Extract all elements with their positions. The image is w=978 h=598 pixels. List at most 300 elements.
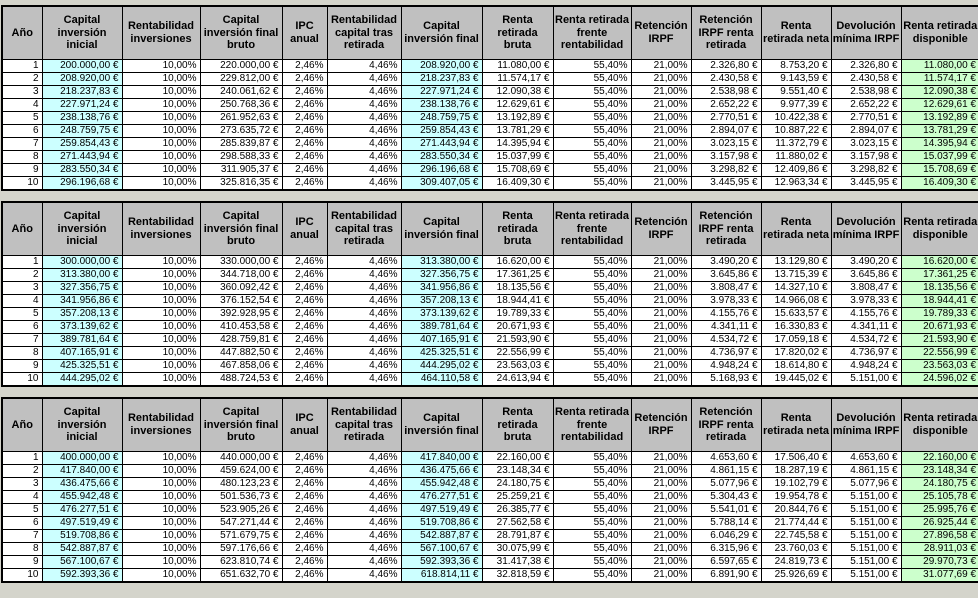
value-cell: 55,40%	[553, 256, 631, 269]
value-cell: 55,40%	[553, 452, 631, 465]
value-cell: 4,46%	[327, 360, 401, 373]
value-cell: 21,00%	[631, 543, 691, 556]
value-cell: 55,40%	[553, 86, 631, 99]
value-cell: 16.409,30 €	[482, 177, 553, 191]
value-cell: 5.151,00 €	[831, 556, 901, 569]
column-header: Renta retirada frente rentabilidad	[553, 6, 631, 60]
value-cell: 55,40%	[553, 99, 631, 112]
value-cell: 519.708,86 €	[42, 530, 122, 543]
value-cell: 9.143,59 €	[761, 73, 831, 86]
table-row	[2, 164, 978, 177]
value-cell: 344.718,00 €	[200, 269, 282, 282]
value-cell: 55,40%	[553, 112, 631, 125]
value-cell: 15.037,99 €	[482, 151, 553, 164]
header-row	[2, 6, 978, 60]
value-cell: 313.380,00 €	[42, 269, 122, 282]
value-cell: 55,40%	[553, 269, 631, 282]
value-cell: 21,00%	[631, 478, 691, 491]
value-cell: 2,46%	[282, 138, 327, 151]
value-cell: 10,00%	[122, 269, 200, 282]
value-cell: 23.148,34 €	[482, 465, 553, 478]
value-cell: 271.443,94 €	[42, 151, 122, 164]
value-cell: 592.393,36 €	[42, 569, 122, 583]
value-cell: 16.330,83 €	[761, 321, 831, 334]
value-cell: 24.819,73 €	[761, 556, 831, 569]
value-cell: 21,00%	[631, 256, 691, 269]
value-cell: 11.574,17 €	[482, 73, 553, 86]
year-cell: 1	[2, 60, 42, 73]
value-cell: 341.956,86 €	[401, 282, 482, 295]
value-cell: 436.475,66 €	[401, 465, 482, 478]
value-cell: 480.123,23 €	[200, 478, 282, 491]
value-cell: 4.736,97 €	[691, 347, 761, 360]
column-header: Rentabilidad inversiones	[122, 6, 200, 60]
value-cell: 13.781,29 €	[901, 125, 978, 138]
value-cell: 436.475,66 €	[42, 478, 122, 491]
value-cell: 10,00%	[122, 151, 200, 164]
value-cell: 3.157,98 €	[691, 151, 761, 164]
value-cell: 11.080,00 €	[482, 60, 553, 73]
value-cell: 10,00%	[122, 360, 200, 373]
column-header: Capital inversión inicial	[42, 398, 122, 452]
value-cell: 2,46%	[282, 86, 327, 99]
value-cell: 20.671,93 €	[901, 321, 978, 334]
table-row	[2, 282, 978, 295]
column-header: IPC anual	[282, 398, 327, 452]
year-cell: 8	[2, 543, 42, 556]
value-cell: 16.620,00 €	[482, 256, 553, 269]
column-header: Renta retirada disponible	[901, 202, 978, 256]
value-cell: 3.298,82 €	[831, 164, 901, 177]
table-row	[2, 125, 978, 138]
value-cell: 10,00%	[122, 491, 200, 504]
column-header: Capital inversión final bruto	[200, 202, 282, 256]
value-cell: 407.165,91 €	[42, 347, 122, 360]
value-cell: 10,00%	[122, 321, 200, 334]
value-cell: 4,46%	[327, 125, 401, 138]
value-cell: 2,46%	[282, 164, 327, 177]
value-cell: 21,00%	[631, 269, 691, 282]
value-cell: 21,00%	[631, 138, 691, 151]
value-cell: 2,46%	[282, 308, 327, 321]
value-cell: 55,40%	[553, 569, 631, 583]
value-cell: 357.208,13 €	[42, 308, 122, 321]
value-cell: 14.966,08 €	[761, 295, 831, 308]
value-cell: 15.708,69 €	[901, 164, 978, 177]
value-cell: 55,40%	[553, 282, 631, 295]
value-cell: 327.356,75 €	[42, 282, 122, 295]
value-cell: 389.781,64 €	[401, 321, 482, 334]
column-header: Rentabilidad inversiones	[122, 202, 200, 256]
year-cell: 5	[2, 112, 42, 125]
value-cell: 4,46%	[327, 60, 401, 73]
value-cell: 5.151,00 €	[831, 530, 901, 543]
value-cell: 22.160,00 €	[901, 452, 978, 465]
value-cell: 3.023,15 €	[831, 138, 901, 151]
value-cell: 2.652,22 €	[691, 99, 761, 112]
table-row	[2, 478, 978, 491]
value-cell: 25.105,78 €	[901, 491, 978, 504]
value-cell: 21,00%	[631, 308, 691, 321]
table-row	[2, 295, 978, 308]
year-cell: 5	[2, 308, 42, 321]
column-header: Capital inversión final	[401, 6, 482, 60]
value-cell: 407.165,91 €	[401, 334, 482, 347]
value-cell: 360.092,42 €	[200, 282, 282, 295]
table-row	[2, 60, 978, 73]
value-cell: 6.597,65 €	[691, 556, 761, 569]
year-cell: 4	[2, 491, 42, 504]
value-cell: 240.061,62 €	[200, 86, 282, 99]
year-cell: 10	[2, 373, 42, 387]
year-cell: 2	[2, 465, 42, 478]
value-cell: 21,00%	[631, 452, 691, 465]
value-cell: 373.139,62 €	[401, 308, 482, 321]
header-row	[2, 202, 978, 256]
table-row	[2, 99, 978, 112]
value-cell: 311.905,37 €	[200, 164, 282, 177]
value-cell: 55,40%	[553, 164, 631, 177]
value-cell: 10,00%	[122, 465, 200, 478]
year-cell: 4	[2, 295, 42, 308]
value-cell: 10,00%	[122, 164, 200, 177]
value-cell: 21,00%	[631, 321, 691, 334]
value-cell: 12.090,38 €	[901, 86, 978, 99]
value-cell: 2.894,07 €	[691, 125, 761, 138]
value-cell: 208.920,00 €	[42, 73, 122, 86]
value-cell: 23.563,03 €	[901, 360, 978, 373]
value-cell: 14.395,94 €	[901, 138, 978, 151]
value-cell: 4,46%	[327, 504, 401, 517]
year-cell: 5	[2, 504, 42, 517]
value-cell: 4.341,11 €	[831, 321, 901, 334]
table-row	[2, 491, 978, 504]
value-cell: 20.671,93 €	[482, 321, 553, 334]
value-cell: 2,46%	[282, 556, 327, 569]
value-cell: 11.880,02 €	[761, 151, 831, 164]
value-cell: 425.325,51 €	[401, 347, 482, 360]
column-header: Capital inversión inicial	[42, 6, 122, 60]
year-cell: 3	[2, 478, 42, 491]
value-cell: 444.295,02 €	[401, 360, 482, 373]
table-row	[2, 543, 978, 556]
table-row	[2, 556, 978, 569]
value-cell: 10,00%	[122, 73, 200, 86]
value-cell: 10,00%	[122, 504, 200, 517]
value-cell: 21,00%	[631, 60, 691, 73]
value-cell: 2,46%	[282, 73, 327, 86]
value-cell: 2,46%	[282, 60, 327, 73]
value-cell: 26.385,77 €	[482, 504, 553, 517]
column-header: Devolución mínima IRPF	[831, 202, 901, 256]
column-header: Renta retirada neta	[761, 6, 831, 60]
value-cell: 10,00%	[122, 60, 200, 73]
value-cell: 24.596,02 €	[901, 373, 978, 387]
value-cell: 10,00%	[122, 347, 200, 360]
table-row	[2, 517, 978, 530]
year-cell: 6	[2, 517, 42, 530]
year-cell: 9	[2, 360, 42, 373]
value-cell: 5.151,00 €	[831, 543, 901, 556]
column-header: Año	[2, 398, 42, 452]
value-cell: 2,46%	[282, 347, 327, 360]
value-cell: 357.208,13 €	[401, 295, 482, 308]
value-cell: 4.155,76 €	[831, 308, 901, 321]
year-cell: 7	[2, 138, 42, 151]
column-header: Retención IRPF renta retirada	[691, 6, 761, 60]
value-cell: 464.110,58 €	[401, 373, 482, 387]
value-cell: 373.139,62 €	[42, 321, 122, 334]
value-cell: 455.942,48 €	[42, 491, 122, 504]
value-cell: 13.715,39 €	[761, 269, 831, 282]
value-cell: 200.000,00 €	[42, 60, 122, 73]
value-cell: 218.237,83 €	[42, 86, 122, 99]
value-cell: 55,40%	[553, 465, 631, 478]
value-cell: 2.894,07 €	[831, 125, 901, 138]
value-cell: 12.963,34 €	[761, 177, 831, 191]
column-header: IPC anual	[282, 202, 327, 256]
value-cell: 567.100,67 €	[401, 543, 482, 556]
value-cell: 11.080,00 €	[901, 60, 978, 73]
value-cell: 55,40%	[553, 73, 631, 86]
value-cell: 547.271,44 €	[200, 517, 282, 530]
table-row	[2, 360, 978, 373]
value-cell: 21,00%	[631, 295, 691, 308]
column-header: Retención IRPF	[631, 202, 691, 256]
value-cell: 21,00%	[631, 112, 691, 125]
value-cell: 497.519,49 €	[42, 517, 122, 530]
column-header: Renta retirada bruta	[482, 202, 553, 256]
year-cell: 3	[2, 86, 42, 99]
value-cell: 21,00%	[631, 491, 691, 504]
value-cell: 18.135,56 €	[482, 282, 553, 295]
value-cell: 567.100,67 €	[42, 556, 122, 569]
value-cell: 2.430,58 €	[831, 73, 901, 86]
value-cell: 3.645,86 €	[831, 269, 901, 282]
value-cell: 55,40%	[553, 360, 631, 373]
value-cell: 4,46%	[327, 151, 401, 164]
year-cell: 10	[2, 569, 42, 583]
value-cell: 273.635,72 €	[200, 125, 282, 138]
value-cell: 5.151,00 €	[831, 373, 901, 387]
value-cell: 25.995,76 €	[901, 504, 978, 517]
value-cell: 410.453,58 €	[200, 321, 282, 334]
value-cell: 11.574,17 €	[901, 73, 978, 86]
value-cell: 476.277,51 €	[42, 504, 122, 517]
value-cell: 21,00%	[631, 282, 691, 295]
value-cell: 623.810,74 €	[200, 556, 282, 569]
value-cell: 11.372,79 €	[761, 138, 831, 151]
value-cell: 18.944,41 €	[482, 295, 553, 308]
column-header: Retención IRPF renta retirada	[691, 202, 761, 256]
value-cell: 2,46%	[282, 282, 327, 295]
value-cell: 341.956,86 €	[42, 295, 122, 308]
value-cell: 571.679,75 €	[200, 530, 282, 543]
value-cell: 21,00%	[631, 465, 691, 478]
value-cell: 250.768,36 €	[200, 99, 282, 112]
value-cell: 4.653,60 €	[831, 452, 901, 465]
value-cell: 21,00%	[631, 86, 691, 99]
value-cell: 5.077,96 €	[691, 478, 761, 491]
value-cell: 2,46%	[282, 269, 327, 282]
value-cell: 24.613,94 €	[482, 373, 553, 387]
value-cell: 10,00%	[122, 256, 200, 269]
value-cell: 24.180,75 €	[482, 478, 553, 491]
value-cell: 21,00%	[631, 73, 691, 86]
value-cell: 23.760,03 €	[761, 543, 831, 556]
value-cell: 17.361,25 €	[901, 269, 978, 282]
value-cell: 10,00%	[122, 177, 200, 191]
value-cell: 55,40%	[553, 517, 631, 530]
value-cell: 2,46%	[282, 256, 327, 269]
value-cell: 4,46%	[327, 517, 401, 530]
value-cell: 4,46%	[327, 321, 401, 334]
column-header: Rentabilidad capital tras retirada	[327, 398, 401, 452]
year-cell: 7	[2, 530, 42, 543]
value-cell: 4,46%	[327, 478, 401, 491]
value-cell: 592.393,36 €	[401, 556, 482, 569]
value-cell: 4,46%	[327, 373, 401, 387]
value-cell: 55,40%	[553, 177, 631, 191]
value-cell: 597.176,66 €	[200, 543, 282, 556]
value-cell: 2,46%	[282, 465, 327, 478]
value-cell: 55,40%	[553, 138, 631, 151]
column-header: Renta retirada neta	[761, 202, 831, 256]
year-cell: 9	[2, 556, 42, 569]
table-row	[2, 177, 978, 191]
value-cell: 55,40%	[553, 334, 631, 347]
value-cell: 10,00%	[122, 517, 200, 530]
value-cell: 22.556,99 €	[482, 347, 553, 360]
value-cell: 10,00%	[122, 138, 200, 151]
value-cell: 15.633,57 €	[761, 308, 831, 321]
value-cell: 2,46%	[282, 569, 327, 583]
table-row	[2, 465, 978, 478]
value-cell: 21,00%	[631, 504, 691, 517]
column-header: Capital inversión final bruto	[200, 6, 282, 60]
value-cell: 2.770,51 €	[831, 112, 901, 125]
value-cell: 19.789,33 €	[482, 308, 553, 321]
value-cell: 248.759,75 €	[42, 125, 122, 138]
value-cell: 425.325,51 €	[42, 360, 122, 373]
value-cell: 455.942,48 €	[401, 478, 482, 491]
value-cell: 2,46%	[282, 295, 327, 308]
value-cell: 330.000,00 €	[200, 256, 282, 269]
value-cell: 12.629,61 €	[482, 99, 553, 112]
value-cell: 467.858,06 €	[200, 360, 282, 373]
value-cell: 2,46%	[282, 321, 327, 334]
value-cell: 4.534,72 €	[831, 334, 901, 347]
column-header: Renta retirada frente rentabilidad	[553, 202, 631, 256]
value-cell: 3.978,33 €	[691, 295, 761, 308]
value-cell: 55,40%	[553, 347, 631, 360]
year-cell: 4	[2, 99, 42, 112]
value-cell: 2,46%	[282, 334, 327, 347]
value-cell: 501.536,73 €	[200, 491, 282, 504]
value-cell: 55,40%	[553, 543, 631, 556]
value-cell: 32.818,59 €	[482, 569, 553, 583]
value-cell: 3.298,82 €	[691, 164, 761, 177]
value-cell: 10.422,38 €	[761, 112, 831, 125]
value-cell: 5.168,93 €	[691, 373, 761, 387]
value-cell: 218.237,83 €	[401, 73, 482, 86]
value-cell: 10,00%	[122, 295, 200, 308]
value-cell: 298.588,33 €	[200, 151, 282, 164]
value-cell: 2,46%	[282, 373, 327, 387]
value-cell: 4,46%	[327, 99, 401, 112]
column-header: Devolución mínima IRPF	[831, 398, 901, 452]
value-cell: 2.430,58 €	[691, 73, 761, 86]
value-cell: 12.090,38 €	[482, 86, 553, 99]
value-cell: 476.277,51 €	[401, 491, 482, 504]
column-header: Capital inversión inicial	[42, 202, 122, 256]
value-cell: 417.840,00 €	[42, 465, 122, 478]
value-cell: 5.541,01 €	[691, 504, 761, 517]
value-cell: 21.774,44 €	[761, 517, 831, 530]
year-cell: 10	[2, 177, 42, 191]
value-cell: 4.948,24 €	[831, 360, 901, 373]
value-cell: 18.135,56 €	[901, 282, 978, 295]
value-cell: 10,00%	[122, 308, 200, 321]
value-cell: 4,46%	[327, 256, 401, 269]
table-row	[2, 569, 978, 583]
value-cell: 19.954,78 €	[761, 491, 831, 504]
value-cell: 5.151,00 €	[831, 504, 901, 517]
value-cell: 5.151,00 €	[831, 517, 901, 530]
value-cell: 248.759,75 €	[401, 112, 482, 125]
value-cell: 5.304,43 €	[691, 491, 761, 504]
value-cell: 2,46%	[282, 177, 327, 191]
value-cell: 376.152,54 €	[200, 295, 282, 308]
column-header: Retención IRPF	[631, 398, 691, 452]
value-cell: 4.948,24 €	[691, 360, 761, 373]
table-row	[2, 112, 978, 125]
value-cell: 29.970,73 €	[901, 556, 978, 569]
value-cell: 2,46%	[282, 530, 327, 543]
value-cell: 4.736,97 €	[831, 347, 901, 360]
value-cell: 31.417,38 €	[482, 556, 553, 569]
value-cell: 2.538,98 €	[831, 86, 901, 99]
column-header: Devolución mínima IRPF	[831, 6, 901, 60]
value-cell: 2,46%	[282, 151, 327, 164]
value-cell: 9.551,40 €	[761, 86, 831, 99]
value-cell: 21.593,90 €	[901, 334, 978, 347]
year-cell: 3	[2, 282, 42, 295]
value-cell: 18.287,19 €	[761, 465, 831, 478]
value-cell: 444.295,02 €	[42, 373, 122, 387]
value-cell: 4,46%	[327, 282, 401, 295]
table-row	[2, 347, 978, 360]
value-cell: 4,46%	[327, 465, 401, 478]
value-cell: 271.443,94 €	[401, 138, 482, 151]
value-cell: 21,00%	[631, 164, 691, 177]
value-cell: 14.395,94 €	[482, 138, 553, 151]
value-cell: 28.791,87 €	[482, 530, 553, 543]
value-cell: 259.854,43 €	[42, 138, 122, 151]
value-cell: 4,46%	[327, 530, 401, 543]
value-cell: 20.844,76 €	[761, 504, 831, 517]
value-cell: 283.550,34 €	[401, 151, 482, 164]
value-cell: 2.538,98 €	[691, 86, 761, 99]
year-cell: 1	[2, 256, 42, 269]
year-cell: 9	[2, 164, 42, 177]
value-cell: 327.356,75 €	[401, 269, 482, 282]
value-cell: 4,46%	[327, 543, 401, 556]
year-cell: 7	[2, 334, 42, 347]
value-cell: 2,46%	[282, 125, 327, 138]
value-cell: 10,00%	[122, 282, 200, 295]
value-cell: 296.196,68 €	[401, 164, 482, 177]
